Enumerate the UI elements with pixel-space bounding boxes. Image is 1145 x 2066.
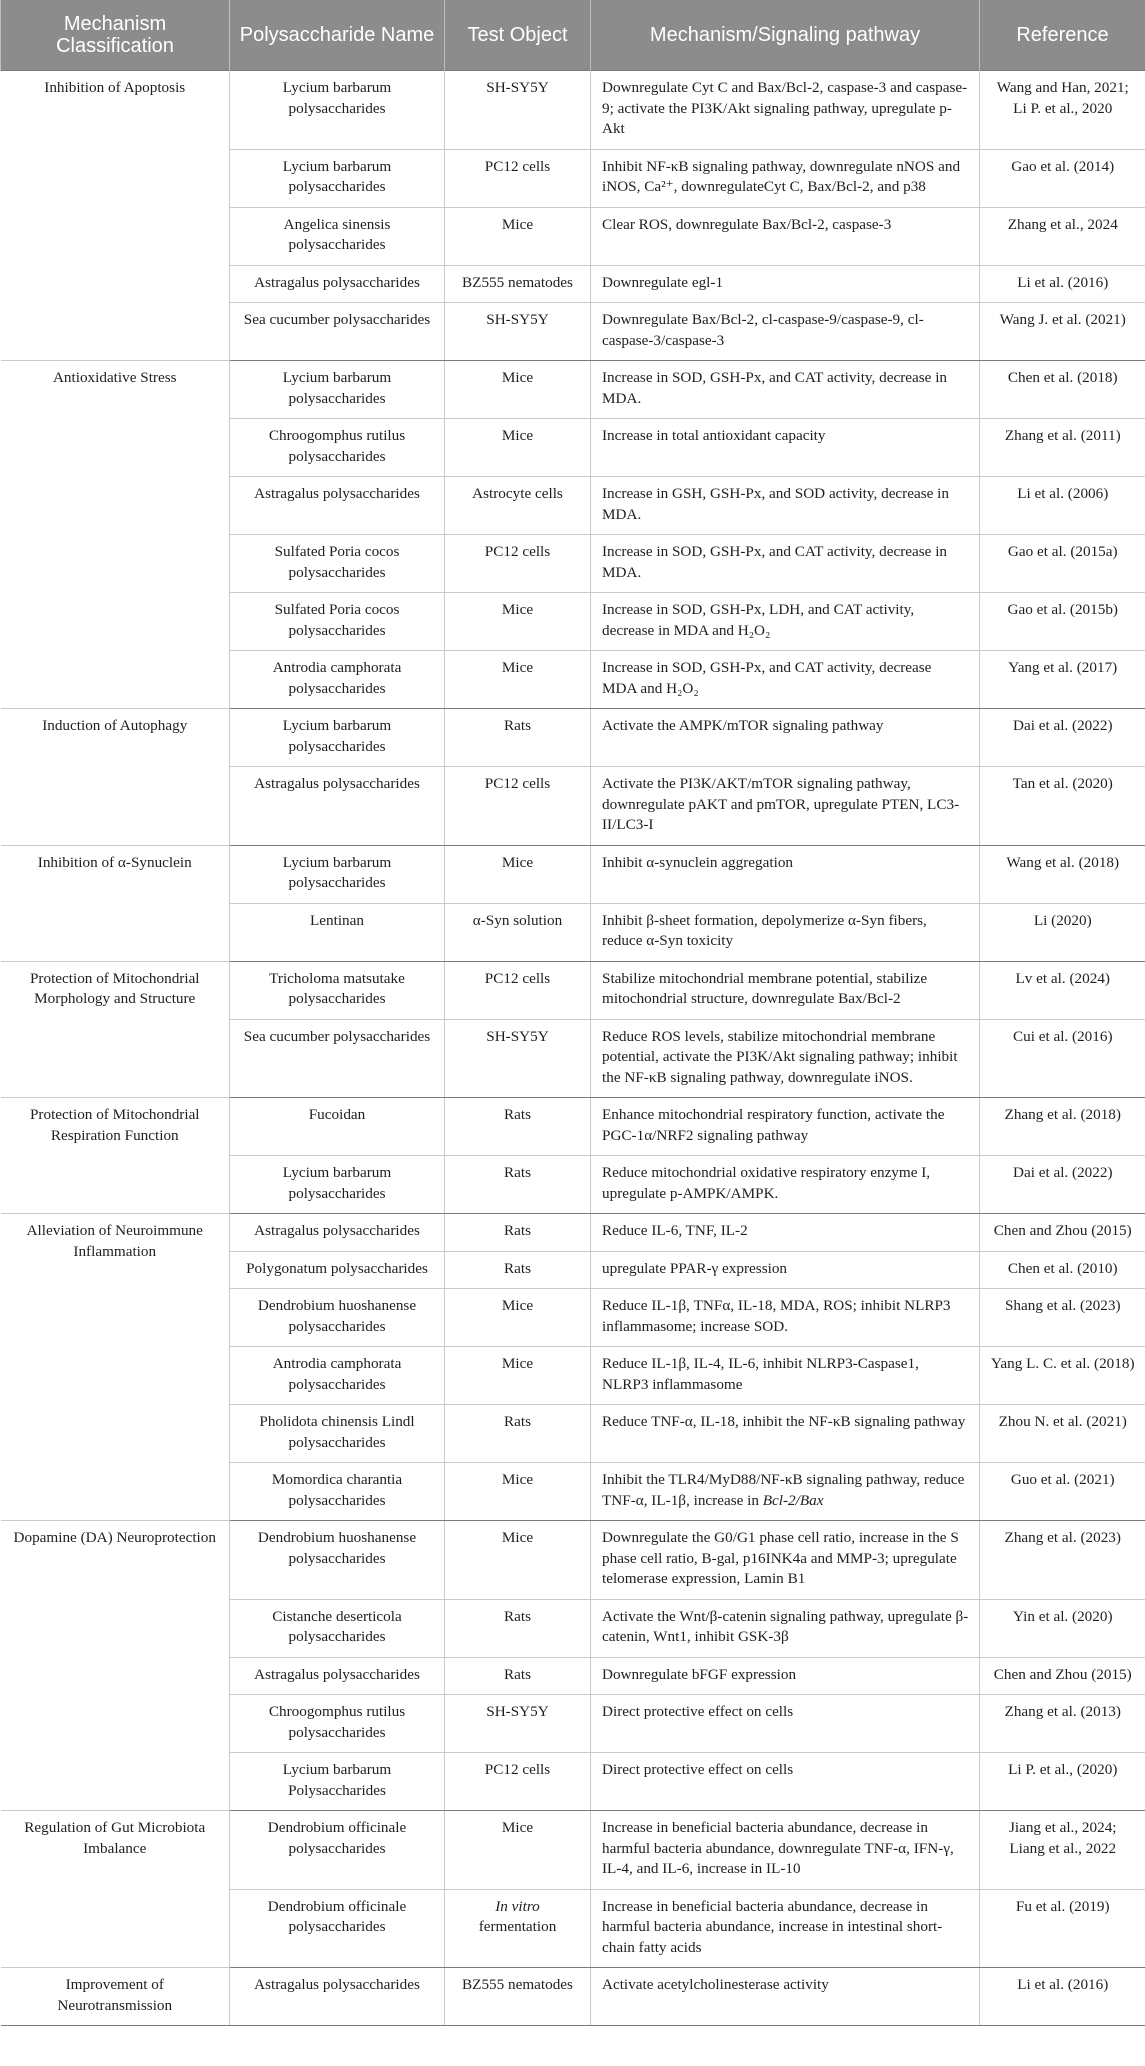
reference-cell: Wang J. et al. (2021) [980,303,1145,361]
test-object-cell: SH-SY5Y [445,71,591,150]
reference-cell: Yang et al. (2017) [980,651,1145,709]
reference-cell: Gao et al. (2015a) [980,535,1145,593]
mechanism-pathway-cell: Reduce IL-6, TNF, IL-2 [591,1214,980,1252]
reference-cell: Zhang et al. (2018) [980,1098,1145,1156]
polysaccharide-name-cell: Dendrobium huoshanense polysaccharides [230,1521,445,1600]
test-object-cell: Mice [445,593,591,651]
mechanism-pathway-cell: Inhibit the TLR4/MyD88/NF-κB signaling pathway, reduce TNF-α, IL-1β, increase in Bcl-2/Bax [591,1463,980,1521]
mechanism-pathway-cell: Increase in total antioxidant capacity [591,419,980,477]
mechanism-classification-cell: Inhibition of Apoptosis [1,71,230,361]
mechanism-pathway-cell: Downregulate Bax/Bcl-2, cl-caspase-9/caspase-9, cl-caspase-3/caspase-3 [591,303,980,361]
reference-cell: Tan et al. (2020) [980,767,1145,846]
reference-cell: Li (2020) [980,903,1145,961]
reference-cell: Gao et al. (2014) [980,149,1145,207]
polysaccharide-name-cell: Polygonatum polysaccharides [230,1251,445,1289]
test-object-cell: Mice [445,651,591,709]
reference-cell: Zhou N. et al. (2021) [980,1405,1145,1463]
mechanism-pathway-cell: Increase in SOD, GSH-Px, and CAT activity, decrease in MDA. [591,361,980,419]
mechanism-pathway-cell: Activate the AMPK/mTOR signaling pathway [591,709,980,767]
polysaccharide-name-cell: Fucoidan [230,1098,445,1156]
test-object-cell: α-Syn solution [445,903,591,961]
reference-cell: Dai et al. (2022) [980,1156,1145,1214]
mechanism-classification-cell: Protection of Mitochondrial Respiration Function [1,1098,230,1214]
test-object-cell: Mice [445,1347,591,1405]
table-row [1,1098,1145,1156]
mechanism-pathway-cell: Activate the Wnt/β-catenin signaling pathway, upregulate β-catenin, Wnt1, inhibit GSK-3β [591,1599,980,1657]
mechanism-pathway-cell: Increase in beneficial bacteria abundance, decrease in harmful bacteria abundance, downregulate TNF-α, IFN-γ, IL-4, and IL-6, increase in IL-10 [591,1811,980,1890]
polysaccharide-name-cell: Chroogomphus rutilus polysaccharides [230,1695,445,1753]
polysaccharide-name-cell: Tricholoma matsutake polysaccharides [230,961,445,1019]
test-object-cell: SH-SY5Y [445,303,591,361]
polysaccharide-name-cell: Lycium barbarum polysaccharides [230,709,445,767]
polysaccharide-name-cell: Astragalus polysaccharides [230,477,445,535]
mechanism-classification-cell: Dopamine (DA) Neuroprotection [1,1521,230,1811]
polysaccharide-name-cell: Cistanche deserticola polysaccharides [230,1599,445,1657]
header-mechanism-pathway: Mechanism/Signaling pathway [591,0,980,71]
table-row [1,961,1145,1019]
mechanism-pathway-cell: Direct protective effect on cells [591,1695,980,1753]
header-mechanism-classification: Mechanism Classification [1,0,230,71]
test-object-cell: Mice [445,1289,591,1347]
test-object-cell: Mice [445,207,591,265]
mechanism-pathway-cell: Increase in SOD, GSH-Px, and CAT activity, decrease MDA and H₂O₂ [591,651,980,709]
table-row [1,1214,1145,1252]
mechanism-pathway-cell: Reduce IL-1β, IL-4, IL-6, inhibit NLRP3-Caspase1, NLRP3 inflammasome [591,1347,980,1405]
polysaccharide-name-cell: Lentinan [230,903,445,961]
reference-cell: Yang L. C. et al. (2018) [980,1347,1145,1405]
mechanism-pathway-cell: Direct protective effect on cells [591,1753,980,1811]
mechanism-pathway-cell: Reduce TNF-α, IL-18, inhibit the NF-κB signaling pathway [591,1405,980,1463]
mechanism-pathway-cell: Increase in GSH, GSH-Px, and SOD activity, decrease in MDA. [591,477,980,535]
mechanism-pathway-cell: Downregulate Cyt C and Bax/Bcl-2, caspase-3 and caspase-9; activate the PI3K/Akt signaling pathway, upregulate p-Akt [591,71,980,150]
mechanism-classification-cell: Protection of Mitochondrial Morphology and Structure [1,961,230,1098]
polysaccharide-name-cell: Dendrobium huoshanense polysaccharides [230,1289,445,1347]
mechanism-classification-cell: Induction of Autophagy [1,709,230,846]
test-object-cell: PC12 cells [445,767,591,846]
mechanism-pathway-cell: Reduce mitochondrial oxidative respiratory enzyme I, upregulate p-AMPK/AMPK. [591,1156,980,1214]
polysaccharide-name-cell: Sulfated Poria cocos polysaccharides [230,535,445,593]
polysaccharide-name-cell: Angelica sinensis polysaccharides [230,207,445,265]
reference-cell: Li P. et al., (2020) [980,1753,1145,1811]
polysaccharide-name-cell: Lycium barbarum polysaccharides [230,361,445,419]
mechanism-classification-cell: Inhibition of α-Synuclein [1,845,230,961]
polysaccharide-name-cell: Lycium barbarum polysaccharides [230,149,445,207]
test-object-cell: Mice [445,1811,591,1890]
mechanism-pathway-cell: Inhibit NF-κB signaling pathway, downregulate nNOS and iNOS, Ca²⁺, downregulateCyt C, Bax/Bcl-2, and p38 [591,149,980,207]
reference-cell: Lv et al. (2024) [980,961,1145,1019]
polysaccharide-name-cell: Momordica charantia polysaccharides [230,1463,445,1521]
table-row [1,71,1145,150]
header-reference: Reference [980,0,1145,71]
mechanism-pathway-cell: Reduce IL-1β, TNFα, IL-18, MDA, ROS; inhibit NLRP3 inflammasome; increase SOD. [591,1289,980,1347]
reference-cell: Wang and Han, 2021; Li P. et al., 2020 [980,71,1145,150]
reference-cell: Zhang et al., 2024 [980,207,1145,265]
header-polysaccharide-name: Polysaccharide Name [230,0,445,71]
test-object-cell: SH-SY5Y [445,1695,591,1753]
reference-cell: Li et al. (2006) [980,477,1145,535]
mechanism-classification-cell: Antioxidative Stress [1,361,230,709]
polysaccharide-name-cell: Antrodia camphorata polysaccharides [230,651,445,709]
test-object-cell: Rats [445,1214,591,1252]
reference-cell: Chen and Zhou (2015) [980,1657,1145,1695]
table-body [1,71,1145,2026]
table-row [1,845,1145,903]
test-object-cell: SH-SY5Y [445,1019,591,1098]
reference-cell: Fu et al. (2019) [980,1889,1145,1968]
polysaccharide-name-cell: Antrodia camphorata polysaccharides [230,1347,445,1405]
test-object-cell: Astrocyte cells [445,477,591,535]
reference-cell: Guo et al. (2021) [980,1463,1145,1521]
mechanism-pathway-cell: Downregulate bFGF expression [591,1657,980,1695]
mechanism-pathway-cell: Increase in SOD, GSH-Px, and CAT activity, decrease in MDA. [591,535,980,593]
mechanism-classification-cell: Improvement of Neurotransmission [1,1968,230,2026]
polysaccharide-name-cell: Sea cucumber polysaccharides [230,1019,445,1098]
table-row [1,1521,1145,1600]
test-object-cell: Rats [445,1156,591,1214]
header-test-object: Test Object [445,0,591,71]
test-object-cell: PC12 cells [445,535,591,593]
reference-cell: Jiang et al., 2024; Liang et al., 2022 [980,1811,1145,1890]
mechanism-pathway-cell: Activate acetylcholinesterase activity [591,1968,980,2026]
test-object-cell: Mice [445,1463,591,1521]
polysaccharide-name-cell: Astragalus polysaccharides [230,1214,445,1252]
test-object-cell: Mice [445,845,591,903]
reference-cell: Zhang et al. (2013) [980,1695,1145,1753]
reference-cell: Chen et al. (2010) [980,1251,1145,1289]
polysaccharide-name-cell: Sea cucumber polysaccharides [230,303,445,361]
test-object-cell: Rats [445,1599,591,1657]
reference-cell: Gao et al. (2015b) [980,593,1145,651]
reference-cell: Li et al. (2016) [980,1968,1145,2026]
test-object-cell: Rats [445,1098,591,1156]
polysaccharide-name-cell: Lycium barbarum Polysaccharides [230,1753,445,1811]
mechanism-pathway-cell: Stabilize mitochondrial membrane potential, stabilize mitochondrial structure, downregulate Bax/Bcl-2 [591,961,980,1019]
mechanism-pathway-cell: Inhibit β-sheet formation, depolymerize α-Syn fibers, reduce α-Syn toxicity [591,903,980,961]
reference-cell: Wang et al. (2018) [980,845,1145,903]
mechanism-classification-cell: Regulation of Gut Microbiota Imbalance [1,1811,230,1968]
test-object-cell: Rats [445,1657,591,1695]
table-row [1,1811,1145,1890]
reference-cell: Shang et al. (2023) [980,1289,1145,1347]
polysaccharide-name-cell: Dendrobium officinale polysaccharides [230,1811,445,1890]
polysaccharide-name-cell: Astragalus polysaccharides [230,265,445,303]
polysaccharide-name-cell: Astragalus polysaccharides [230,1968,445,2026]
mechanism-pathway-cell: Reduce ROS levels, stabilize mitochondrial membrane potential, activate the PI3K/Akt signaling pathway; inhibit the NF-κB signaling pathway, downregulate iNOS. [591,1019,980,1098]
reference-cell: Zhang et al. (2011) [980,419,1145,477]
test-object-cell: Mice [445,419,591,477]
table-row [1,361,1145,419]
polysaccharide-name-cell: Astragalus polysaccharides [230,1657,445,1695]
polysaccharide-name-cell: Lycium barbarum polysaccharides [230,71,445,150]
test-object-cell: Mice [445,1521,591,1600]
table-row [1,709,1145,767]
table-header [1,0,1145,71]
reference-cell: Zhang et al. (2023) [980,1521,1145,1600]
test-object-cell: PC12 cells [445,149,591,207]
test-object-cell: BZ555 nematodes [445,265,591,303]
mechanism-pathway-cell: Clear ROS, downregulate Bax/Bcl-2, caspase-3 [591,207,980,265]
test-object-cell: Rats [445,709,591,767]
mechanism-pathway-cell: Downregulate egl-1 [591,265,980,303]
mechanism-pathway-cell: Increase in SOD, GSH-Px, LDH, and CAT activity, decrease in MDA and H₂O₂ [591,593,980,651]
mechanism-classification-cell: Alleviation of Neuroimmune Inflammation [1,1214,230,1521]
mechanism-pathway-cell: Downregulate the G0/G1 phase cell ratio, increase in the S phase cell ratio, B-gal, p16INK4a and MMP-3; upregulate telomerase expression, Lamin B1 [591,1521,980,1600]
reference-cell: Cui et al. (2016) [980,1019,1145,1098]
test-object-cell: Rats [445,1405,591,1463]
polysaccharide-name-cell: Lycium barbarum polysaccharides [230,1156,445,1214]
test-object-cell: BZ555 nematodes [445,1968,591,2026]
table-row [1,1968,1145,2026]
mechanism-pathway-cell: Enhance mitochondrial respiratory function, activate the PGC-1α/NRF2 signaling pathway [591,1098,980,1156]
reference-cell: Dai et al. (2022) [980,709,1145,767]
test-object-cell: Rats [445,1251,591,1289]
polysaccharide-name-cell: Astragalus polysaccharides [230,767,445,846]
header-row [1,0,1145,71]
test-object-cell: PC12 cells [445,961,591,1019]
test-object-cell: PC12 cells [445,1753,591,1811]
reference-cell: Li et al. (2016) [980,265,1145,303]
polysaccharide-name-cell: Lycium barbarum polysaccharides [230,845,445,903]
reference-cell: Yin et al. (2020) [980,1599,1145,1657]
mechanism-pathway-cell: Increase in beneficial bacteria abundance, decrease in harmful bacteria abundance, increase in intestinal short-chain fatty acids [591,1889,980,1968]
test-object-cell: Mice [445,361,591,419]
polysaccharide-name-cell: Dendrobium officinale polysaccharides [230,1889,445,1968]
polysaccharide-name-cell: Sulfated Poria cocos polysaccharides [230,593,445,651]
mechanism-pathway-cell: Inhibit α-synuclein aggregation [591,845,980,903]
mechanism-pathway-cell: Activate the PI3K/AKT/mTOR signaling pathway, downregulate pAKT and pmTOR, upregulate PTEN, LC3-II/LC3-I [591,767,980,846]
polysaccharide-name-cell: Pholidota chinensis Lindl polysaccharides [230,1405,445,1463]
reference-cell: Chen and Zhou (2015) [980,1214,1145,1252]
test-object-cell: In vitro fermentation [445,1889,591,1968]
polysaccharide-name-cell: Chroogomphus rutilus polysaccharides [230,419,445,477]
reference-cell: Chen et al. (2018) [980,361,1145,419]
mechanism-pathway-cell: upregulate PPAR-γ expression [591,1251,980,1289]
